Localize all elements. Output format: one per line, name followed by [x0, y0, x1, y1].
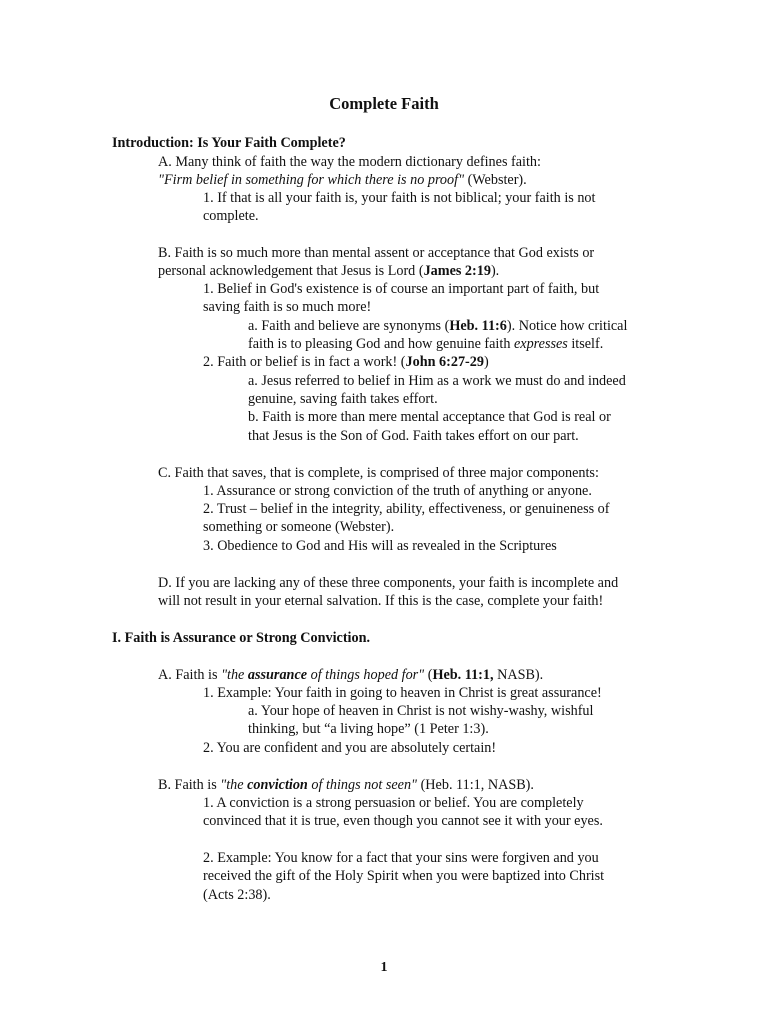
- section-1-b1-line1: 1. A conviction is a strong persuasion or belief. You are completely: [203, 795, 584, 811]
- section-1-b-line: B. Faith is "the conviction of things not seen" (Heb. 11:1, NASB).: [158, 777, 534, 793]
- section-1-a-line: A. Faith is "the assurance of things hoped for" (Heb. 11:1, NASB).: [158, 667, 544, 683]
- intro-b-line1: B. Faith is so much more than mental assent or acceptance that God exists or: [158, 245, 595, 261]
- webster-quote: "Firm belief in something for which there is no proof": [158, 172, 465, 188]
- intro-heading: Introduction: Is Your Faith Complete?: [112, 135, 346, 151]
- intro-b2b-line1: b. Faith is more than mere mental acceptance that God is real or: [248, 409, 611, 425]
- section-1-b1-line2: convinced that it is true, even though you cannot see it with your eyes.: [203, 813, 603, 829]
- intro-c-line: C. Faith that saves, that is complete, is comprised of three major components:: [158, 465, 599, 481]
- section-1-b2-line3: (Acts 2:38).: [203, 887, 271, 903]
- intro-d-line2: will not result in your eternal salvation. If this is the case, complete your faith!: [158, 593, 604, 609]
- intro-a1-line1: 1. If that is all your faith is, your faith is not biblical; your faith is not: [203, 190, 596, 206]
- intro-b1-line2: saving faith is so much more!: [203, 299, 372, 315]
- section-1-a2-line: 2. You are confident and you are absolutely certain!: [203, 740, 497, 756]
- scripture-ref: Heb. 11:6: [449, 318, 507, 334]
- intro-c2-line2: something or someone (Webster).: [203, 519, 395, 535]
- section-1-a1a-line2: thinking, but “a living hope” (1 Peter 1:3).: [248, 721, 489, 737]
- page-number: 1: [380, 960, 388, 975]
- scripture-ref: Heb. 11:1,: [432, 667, 494, 683]
- scripture-ref: John 6:27-29: [405, 354, 484, 370]
- intro-c2-line1: 2. Trust – belief in the integrity, ability, effectiveness, or genuineness of: [203, 501, 610, 517]
- intro-b2a-line2: genuine, saving faith takes effort.: [248, 391, 438, 407]
- section-1-a1-line: 1. Example: Your faith in going to heaven in Christ is great assurance!: [203, 685, 602, 701]
- page-title: Complete Faith: [329, 94, 439, 113]
- intro-c1-line: 1. Assurance or strong conviction of the truth of anything or anyone.: [203, 483, 592, 499]
- intro-b1-line1: 1. Belief in God's existence is of course an important part of faith, but: [203, 281, 600, 297]
- intro-d-line1: D. If you are lacking any of these three components, your faith is incomplete and: [158, 575, 619, 591]
- intro-a-line2: "Firm belief in something for which there is no proof" (Webster).: [158, 172, 527, 188]
- intro-b1a-line1: a. Faith and believe are synonyms (Heb. 11:6). Notice how critical: [248, 318, 628, 334]
- intro-b2a-line1: a. Jesus referred to belief in Him as a work we must do and indeed: [248, 373, 626, 389]
- intro-b2b-line2: that Jesus is the Son of God. Faith takes effort on our part.: [248, 428, 579, 444]
- intro-b1a-line2: faith is to pleasing God and how genuine faith expresses itself.: [248, 336, 604, 352]
- intro-c3-line: 3. Obedience to God and His will as revealed in the Scriptures: [203, 538, 557, 554]
- intro-b2-line: 2. Faith or belief is in fact a work! (John 6:27-29): [203, 354, 489, 370]
- scripture-ref: James 2:19: [423, 263, 491, 279]
- section-1-heading: I. Faith is Assurance or Strong Conviction.: [112, 630, 371, 646]
- section-1-a1a-line1: a. Your hope of heaven in Christ is not wishy-washy, wishful: [248, 703, 594, 719]
- intro-a-line1: A. Many think of faith the way the modern dictionary defines faith:: [158, 154, 541, 170]
- section-1-b2-line2: received the gift of the Holy Spirit when you were baptized into Christ: [203, 868, 605, 884]
- section-1-b2-line1: 2. Example: You know for a fact that your sins were forgiven and you: [203, 850, 599, 866]
- intro-a1-line2: complete.: [203, 208, 259, 224]
- intro-b-line2: personal acknowledgement that Jesus is Lord (James 2:19).: [158, 263, 500, 279]
